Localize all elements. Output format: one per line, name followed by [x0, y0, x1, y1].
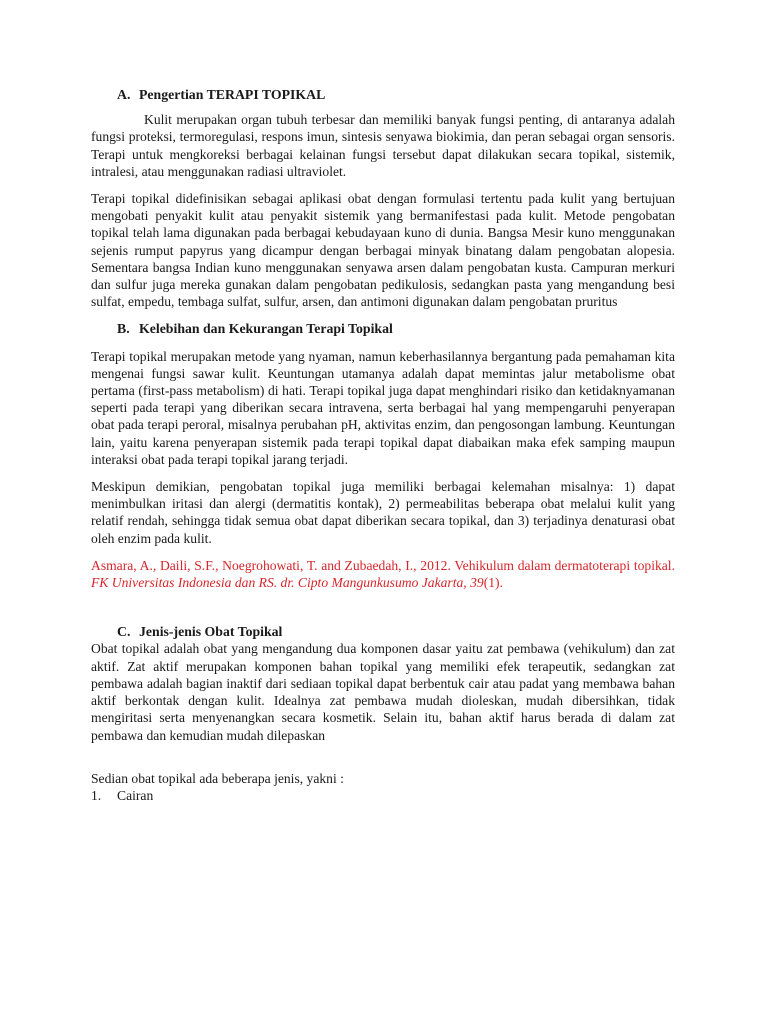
section-a-paragraph-2: Terapi topikal didefinisikan sebagai aplikasi obat dengan formulasi tertentu pada kulit yang bertujuan mengobati penyakit kulit atau penyakit sistemik yang bermanifestasi pada kulit. Metode pengobatan topikal telah lama digunakan pada berbagai kebudayaan kuno di dunia. Bangsa Mesir kuno menggunakan sejenis rumput papyrus yang dicampur dengan berbagai minyak binatang dalam pengobatan alopesia. Sementara bangsa Indian kuno menggunakan senyawa arsen dalam pengobatan kusta. Campuran merkuri dan sulfur juga mereka gunakan dalam pengobatan pedikulosis, sedangkan pasta yang mengandung besi sulfat, empedu, tembaga sulfat, sulfur, arsen, dan antimoni digunakan dalam pengobatan pruritus — [91, 191, 675, 310]
section-b-heading — [91, 320, 675, 337]
section-b-title: Kelebihan dan Kekurangan Terapi Topikal — [139, 321, 393, 337]
section-b-paragraph-2: Meskipun demikian, pengobatan topikal juga memiliki berbagai kelemahan misalnya: 1) dapat menimbulkan iritasi dan alergi (dermatitis kontak), 2) permeabilitas beberapa obat melalui kulit yang relatif rendah, sehingga tidak semua obat dapat diberikan secara topikal, dan 3) terjadinya denaturasi obat oleh enzim pada kulit. — [91, 479, 675, 546]
section-a-title: Pengertian TERAPI TOPIKAL — [139, 87, 326, 102]
section-a-paragraph-1: Kulit merupakan organ tubuh terbesar dan memiliki banyak fungsi penting, di antaranya adalah fungsi proteksi, termoregulasi, respons imun, sintesis senyawa biokimia, dan peran sebagai organ sensoris. Terapi untuk mengkoreksi berbagai kelainan fungsi tersebut dapat dilakukan secara topikal, sistemik, intralesi, atau menggunakan radiasi ultraviolet. — [91, 112, 675, 179]
document-page — [91, 86, 675, 804]
section-a-number: A. — [117, 87, 131, 102]
section-a-heading — [91, 86, 675, 103]
reference-separator: , — [463, 575, 471, 591]
reference-authors: Asmara, A., Daili, S.F., Noegrohowati, T. and Zubaedah, I., 2012. Vehikulum dalam dermatoterapi topikal. — [91, 557, 675, 573]
section-c-paragraph-2: Sedian obat topikal ada beberapa jenis, yakni : — [91, 770, 344, 786]
reference-citation — [91, 557, 675, 591]
section-c-title: Jenis-jenis Obat Topikal — [139, 624, 283, 640]
section-c-paragraph-1: Obat topikal adalah obat yang mengandung dua komponen dasar yaitu zat pembawa (vehikulum) dan zat aktif. Zat aktif merupakan komponen bahan topikal yang memiliki efek terapeutik, sedangkan zat pembawa adalah bagian inaktif dari sediaan topikal dapat berbentuk cair atau padat yang membawa bahan aktif berkontak dengan kulit. Idealnya zat pembawa mudah dioleskan, mudah dibersihkan, tidak mengiritasi serta menyenangkan secara kosmetik. Selain itu, bahan aktif harus berada di dalam zat pembawa dan kemudian mudah dilepaskan — [91, 641, 675, 743]
section-c-heading — [91, 623, 675, 640]
section-b-number: B. — [117, 321, 130, 337]
reference-issue: (1). — [483, 575, 503, 591]
list-item-number: 1. — [91, 787, 102, 803]
reference-journal: FK Universitas Indonesia dan RS. dr. Cipto Mangunkusumo Jakarta — [91, 575, 464, 591]
list-item — [91, 787, 675, 804]
section-b-paragraph-1: Terapi topikal merupakan metode yang nyaman, namun keberhasilannya bergantung pada pemahaman kita mengenai fungsi sawar kulit. Keuntungan utamanya adalah dapat memintas jalur metabolisme obat pertama (first-pass metabolism) di hati. Terapi topikal juga dapat menghindari risiko dan ketidaknyamanan seperti pada terapi yang diberikan secara intravena, serta berbagai hal yang mempengaruhi penyerapan obat pada terapi peroral, misalnya perubahan pH, aktivitas enzim, dan pengosongan lambung. Keuntungan lain, yaitu karena penyerapan sistemik pada terapi topikal dapat diabaikan maka efek samping maupun interaksi obat pada terapi topikal jarang terjadi. — [91, 348, 675, 467]
section-c-number: C. — [117, 624, 131, 640]
reference-volume: 39 — [470, 575, 484, 591]
list-item-label: Cairan — [117, 787, 154, 803]
